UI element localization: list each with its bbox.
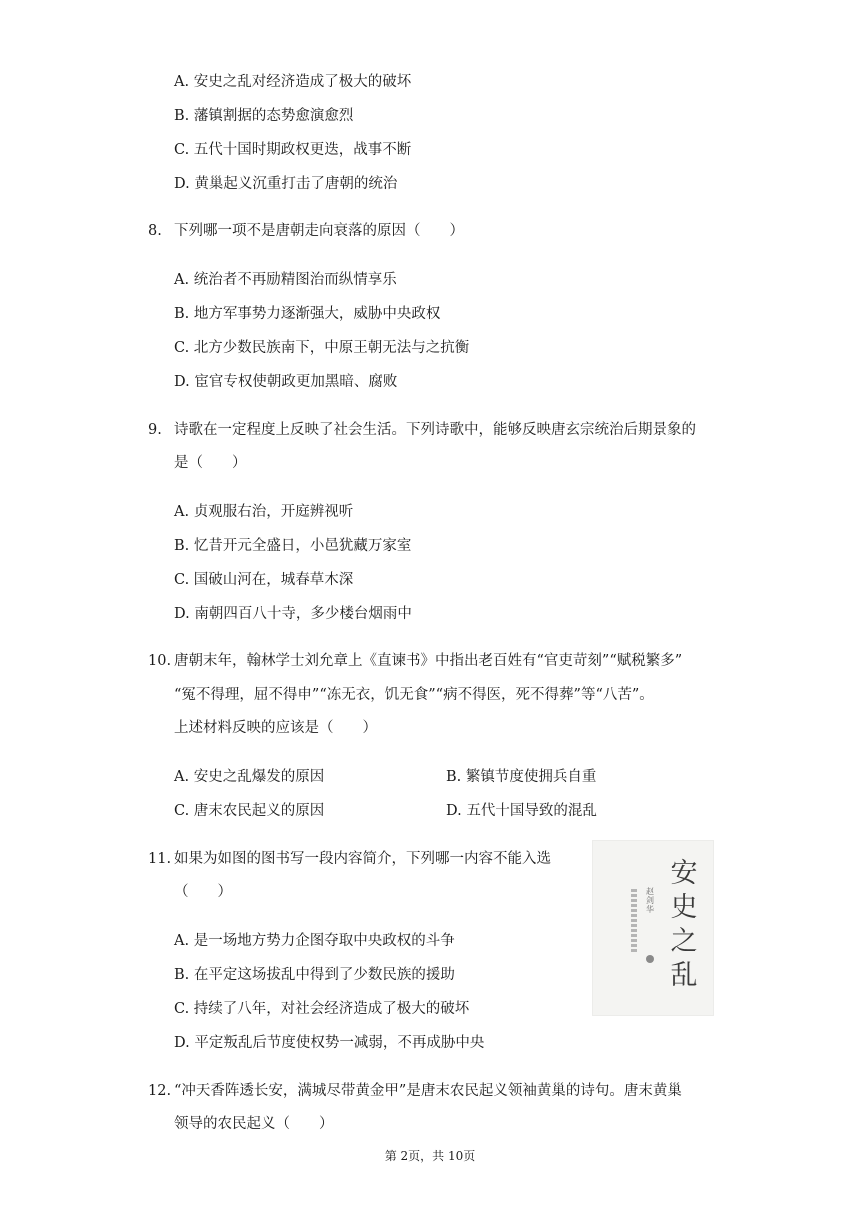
q7-option-a: A. 安史之乱对经济造成了极大的破坏 (174, 74, 412, 90)
page-footer: 第 2页，共 10页 (384, 1149, 476, 1163)
q11-number: 11. (148, 851, 172, 867)
q10-option-d: D. 五代十国导致的混乱 (446, 803, 597, 819)
q10-option-a: A. 安史之乱爆发的原因 (174, 769, 325, 785)
q12-stem-line1: “冲天香阵透长安，满城尽带黄金甲”是唐末农民起义领袖黄巢的诗句。唐末黄巢 (174, 1083, 682, 1099)
book-title-char: 之 (670, 926, 698, 957)
q9-option-a: A. 贞观服右治，开庭辨视听 (174, 504, 354, 520)
q11-stem-line2: （ ） (174, 884, 232, 900)
book-title-char: 安 (670, 858, 698, 889)
q8-option-b: B. 地方军事势力逐渐强大，威胁中央政权 (174, 306, 441, 322)
q9-number: 9. (148, 422, 162, 438)
q9-option-d: D. 南朝四百八十寺，多少楼台烟雨中 (174, 606, 412, 622)
book-title-char: 乱 (670, 960, 698, 991)
book-cover-subtitle-decoration (631, 889, 637, 953)
q11-option-b: B. 在平定这场拔乱中得到了少数民族的援助 (174, 967, 455, 983)
q7-option-d: D. 黄巢起义沉重打击了唐朝的统治 (174, 176, 398, 192)
q12-number: 12. (148, 1083, 172, 1099)
q8-number: 8. (148, 223, 162, 239)
q9-stem-line1: 诗歌在一定程度上反映了社会生活。下列诗歌中，能够反映唐玄宗统治后期景象的 (174, 422, 696, 438)
book-cover-author (643, 887, 657, 914)
q9-option-c: C. 国破山河在，城春草木深 (174, 572, 354, 588)
book-author-char: 剑 (646, 896, 654, 905)
book-author-char: 华 (646, 905, 654, 914)
q7-option-c: C. 五代十国时期政权更迭，战事不断 (174, 142, 412, 158)
q10-option-b: B. 繁镇节度使拥兵自重 (446, 769, 597, 785)
q10-stem-line1: 唐朝末年，翰林学士刘允章上《直谏书》中指出老百姓有“官吏苛刻”“赋税繁多” (174, 653, 683, 669)
q7-option-b: B. 藩镇割据的态势愈演愈烈 (174, 108, 354, 124)
q8-option-a: A. 统治者不再励精图治而纵情享乐 (174, 272, 397, 288)
q10-stem-line3: 上述材料反映的应该是（ ） (174, 720, 377, 736)
q11-option-a: A. 是一场地方势力企图夺取中央政权的斗争 (174, 933, 455, 949)
q11-stem-line1: 如果为如图的图书写一段内容简介，下列哪一内容不能入选 (174, 851, 551, 867)
book-cover-image (592, 840, 714, 1016)
q8-option-d: D. 宦官专权使朝政更加黑暗、腐败 (174, 374, 398, 390)
q12-stem-line2: 领导的农民起义（ ） (174, 1116, 334, 1132)
q8-option-c: C. 北方少数民族南下，中原王朝无法与之抗衡 (174, 340, 470, 356)
q9-stem-line2: 是（ ） (174, 455, 247, 471)
q11-option-d: D. 平定叛乱后节度使权势一减弱，不再成胁中央 (174, 1035, 485, 1051)
q10-option-c: C. 唐末农民起义的原因 (174, 803, 325, 819)
q10-number: 10. (148, 653, 172, 669)
book-cover-title (669, 857, 699, 993)
q10-stem-line2: “冤不得理，屈不得申”“冻无衣，饥无食”“病不得医，死不得葬”等“八苦”。 (174, 687, 654, 703)
q9-option-b: B. 忆昔开元全盛日，小邑犹藏万家室 (174, 538, 412, 554)
q8-stem: 下列哪一项不是唐朝走向衰落的原因（ ） (174, 223, 464, 239)
book-cover-seal (646, 955, 654, 963)
q11-option-c: C. 持续了八年，对社会经济造成了极大的破坏 (174, 1001, 470, 1017)
book-title-char: 史 (670, 892, 698, 923)
book-author-char: 赵 (646, 887, 654, 896)
